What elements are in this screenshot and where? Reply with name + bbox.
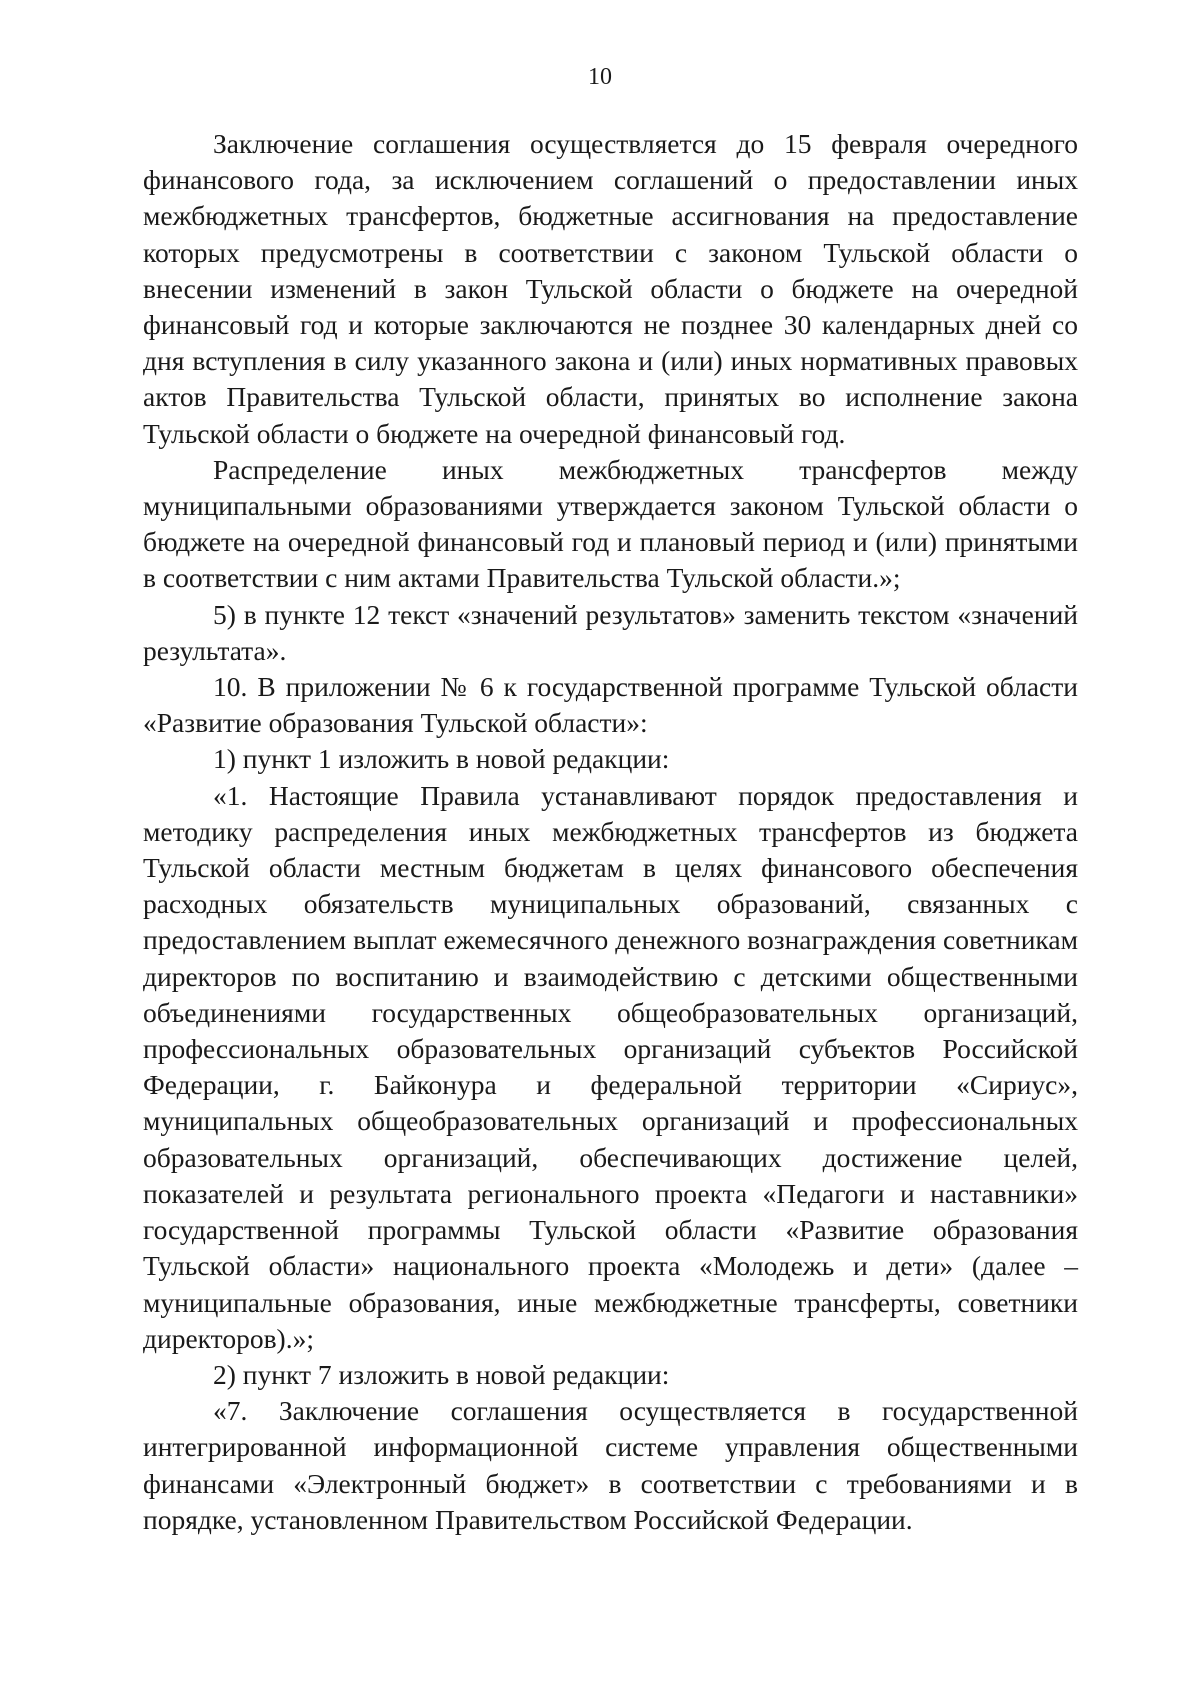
paragraph-rule-1: «1. Настоящие Правила устанавливают порядок предоставления и методику распределения иных межбюджетных трансфертов из бюджета Тульской области местным бюджетам в целях финансового обеспечения расходных обязательств муниципальных образований, связанных с предоставлением выплат ежемесячного денежного вознаграждения советникам директоров по воспитанию и взаимодействию с детскими общественными объединениями государственных общеобразовательных организаций, профессиональных образовательных организаций субъектов Российской Федерации, г. Байконура и федеральной территории «Сириус», муниципальных общеобразовательных организаций и профессиональных образовательных организаций, обеспечивающих достижение целей, показателей и результата регионального проекта «Педагоги и наставники» государственной программы Тульской области «Развитие образования Тульской области» национального проекта «Молодежь и дети» (далее – муниципальные образования, иные межбюджетные трансферты, советники директоров).»; bbox=[143, 779, 1078, 1354]
paragraph-agreement-deadline: Заключение соглашения осуществляется до 15 февраля очередного финансового года, за исключением соглашений о предоставлении иных межбюджетных трансфертов, бюджетные ассигнования на предоставление которых предусмотрены в соответствии с законом Тульской области о внесении изменений в закон Тульской области о бюджете на очередной финансовый год и которые заключаются не позднее 30 календарных дней со дня вступления в силу указанного закона и (или) иных нормативных правовых актов Правительства Тульской области, принятых во исполнение закона Тульской области о бюджете на очередной финансовый год. bbox=[143, 128, 1078, 449]
paragraph-distribution: Распределение иных межбюджетных трансфертов между муниципальными образованиями утверждается законом Тульской области о бюджете на очередной финансовый год и плановый период и (или) принятыми в соответствии с ним актами Правительства Тульской области.»; bbox=[143, 453, 1078, 594]
paragraph-rule-7: «7. Заключение соглашения осуществляется в государственной интегрированной информационной системе управления общественными финансами «Электронный бюджет» в соответствии с требованиями и в порядке, установленном Правительством Российской Федерации. bbox=[143, 1395, 1078, 1535]
paragraph-subitem-1: 1) пункт 1 изложить в новой редакции: bbox=[213, 743, 670, 775]
paragraph-item-5: 5) в пункте 12 текст «значений результатов» заменить текстом «значений результата». bbox=[143, 598, 1078, 666]
page-number: 10 bbox=[588, 64, 612, 90]
paragraph-subitem-2: 2) пункт 7 изложить в новой редакции: bbox=[213, 1358, 670, 1390]
document-body bbox=[143, 126, 1078, 1538]
paragraph-item-10: 10. В приложении № 6 к государственной программе Тульской области «Развитие образования Тульской области»: bbox=[143, 671, 1078, 739]
